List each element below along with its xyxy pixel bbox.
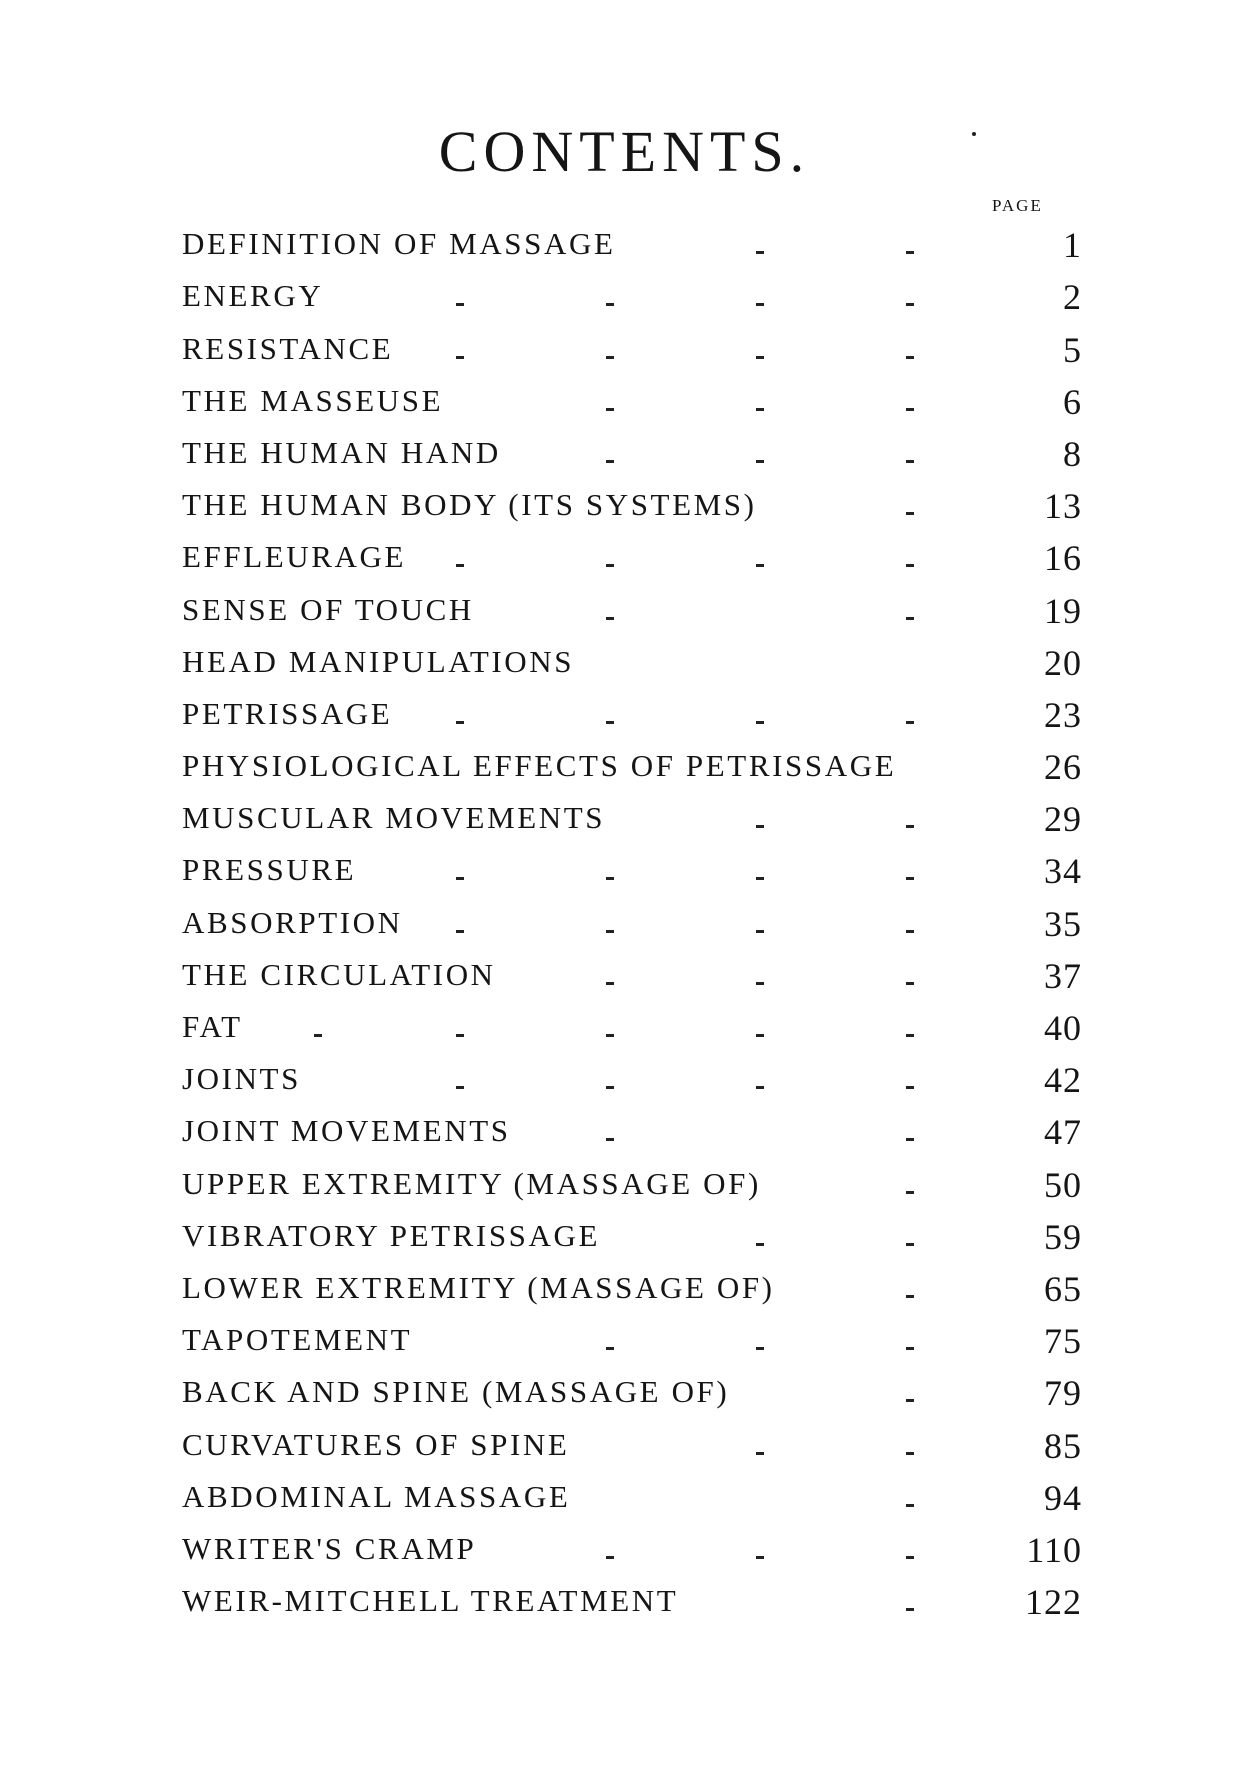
toc-entry-page-number: 19	[1044, 590, 1082, 631]
print-speck	[972, 132, 976, 136]
toc-entry-page-number: 29	[1044, 799, 1082, 840]
leader-dash	[606, 460, 614, 463]
toc-entry-page-number: 5	[1063, 329, 1082, 370]
toc-entry-title: RESISTANCE	[182, 330, 394, 366]
leader-dash	[456, 930, 464, 933]
leader-dash	[456, 303, 464, 306]
leader-dash	[906, 877, 914, 880]
leader-dash	[756, 303, 764, 306]
toc-entry-title: ENERGY	[182, 278, 324, 314]
leader-dash	[906, 825, 914, 828]
leader-dash	[756, 1556, 764, 1559]
toc-entry	[182, 533, 1082, 585]
toc-entry	[182, 794, 1082, 846]
toc-entry-page-number: 75	[1044, 1321, 1082, 1362]
leader-dash	[906, 982, 914, 985]
leader-dash	[606, 1556, 614, 1559]
leader-dash	[906, 1399, 914, 1402]
leader-dash	[906, 1138, 914, 1141]
toc-entry	[182, 272, 1082, 324]
leader-dash	[906, 408, 914, 411]
page-title: CONTENTS.	[438, 119, 811, 184]
toc-entry-title: WEIR-MITCHELL TREATMENT	[182, 1583, 679, 1619]
toc-entry	[182, 690, 1082, 742]
leader-dash	[606, 356, 614, 359]
leader-dash	[906, 617, 914, 620]
leader-dash	[606, 1347, 614, 1350]
toc-entry	[182, 1525, 1082, 1577]
leader-dash	[606, 1086, 614, 1089]
toc-entry	[182, 1577, 1082, 1629]
toc-entry-title: JOINT MOVEMENTS	[182, 1113, 511, 1149]
toc-entry-page-number: 94	[1044, 1477, 1082, 1518]
leader-dash	[456, 1086, 464, 1089]
toc-entry-page-number: 2	[1063, 277, 1082, 318]
toc-entry-title: JOINTS	[182, 1061, 301, 1097]
toc-entry-page-number: 59	[1044, 1216, 1082, 1257]
leader-dash	[756, 825, 764, 828]
toc-entry	[182, 846, 1082, 898]
toc-entry-title: WRITER'S CRAMP	[182, 1530, 477, 1566]
toc-entry-page-number: 20	[1044, 642, 1082, 683]
toc-entry-title: BACK AND SPINE (MASSAGE OF)	[182, 1374, 730, 1410]
leader-dash	[756, 982, 764, 985]
leader-dash	[756, 721, 764, 724]
toc-entry-page-number: 47	[1044, 1112, 1082, 1153]
toc-entry-title: UPPER EXTREMITY (MASSAGE OF)	[182, 1165, 761, 1201]
leader-dash	[756, 1452, 764, 1455]
leader-dash	[606, 408, 614, 411]
toc-entry-page-number: 26	[1044, 747, 1082, 788]
toc-entry	[182, 1212, 1082, 1264]
toc-entry	[182, 1316, 1082, 1368]
leader-dash	[756, 930, 764, 933]
leader-dash	[906, 1556, 914, 1559]
leader-dash	[906, 930, 914, 933]
toc-entry-title: THE MASSEUSE	[182, 382, 444, 418]
leader-dash	[906, 1086, 914, 1089]
toc-entry-page-number: 65	[1044, 1268, 1082, 1309]
toc-entry-page-number: 1	[1063, 225, 1082, 266]
leader-dash	[756, 251, 764, 254]
leader-dash	[906, 303, 914, 306]
leader-dash	[906, 356, 914, 359]
leader-dash	[906, 1347, 914, 1350]
leader-dash	[756, 460, 764, 463]
leader-dash	[756, 356, 764, 359]
leader-dash	[606, 1138, 614, 1141]
toc-entry-page-number: 16	[1044, 538, 1082, 579]
toc-entry	[182, 1473, 1082, 1525]
toc-entry-title: THE HUMAN BODY (ITS SYSTEMS)	[182, 487, 757, 523]
toc-entry-title: MUSCULAR MOVEMENTS	[182, 800, 606, 836]
leader-dash	[456, 877, 464, 880]
toc-entry	[182, 220, 1082, 272]
page-column-label: PAGE	[992, 196, 1043, 215]
toc-entry-title: SENSE OF TOUCH	[182, 591, 474, 627]
toc-entry-page-number: 8	[1063, 433, 1082, 474]
toc-entry	[182, 429, 1082, 481]
table-of-contents	[182, 220, 1082, 1629]
leader-dash	[606, 982, 614, 985]
leader-dash	[756, 877, 764, 880]
leader-dash	[906, 1191, 914, 1194]
toc-entry-page-number: 23	[1044, 694, 1082, 735]
leader-dash	[456, 356, 464, 359]
toc-entry-title: EFFLEURAGE	[182, 539, 407, 575]
toc-entry	[182, 377, 1082, 429]
leader-dash	[906, 1608, 914, 1611]
toc-entry-title: PETRISSAGE	[182, 695, 393, 731]
toc-entry	[182, 585, 1082, 637]
leader-dash	[456, 721, 464, 724]
toc-entry	[182, 324, 1082, 376]
toc-entry	[182, 1107, 1082, 1159]
toc-entry-page-number: 6	[1063, 381, 1082, 422]
leader-dash	[906, 512, 914, 515]
leader-dash	[906, 460, 914, 463]
toc-entry-page-number: 35	[1044, 903, 1082, 944]
leader-dash	[906, 1504, 914, 1507]
leader-dash	[906, 1295, 914, 1298]
toc-entry-title: HEAD MANIPULATIONS	[182, 643, 575, 679]
leader-dash	[606, 617, 614, 620]
leader-dash	[756, 1034, 764, 1037]
toc-entry-title: TAPOTEMENT	[182, 1322, 413, 1358]
leader-dash	[456, 1034, 464, 1037]
toc-entry	[182, 1420, 1082, 1472]
toc-entry	[182, 481, 1082, 533]
toc-entry-page-number: 37	[1044, 955, 1082, 996]
leader-dash	[906, 251, 914, 254]
toc-entry	[182, 638, 1082, 690]
leader-dash	[314, 1034, 322, 1037]
toc-entry-page-number: 122	[1025, 1582, 1082, 1623]
toc-entry-title: LOWER EXTREMITY (MASSAGE OF)	[182, 1269, 775, 1305]
toc-entry	[182, 1055, 1082, 1107]
toc-entry-title: DEFINITION OF MASSAGE	[182, 226, 616, 262]
leader-dash	[606, 930, 614, 933]
toc-entry-title: PRESSURE	[182, 852, 357, 888]
toc-entry	[182, 1003, 1082, 1055]
leader-dash	[606, 1034, 614, 1037]
toc-entry-title: CURVATURES OF SPINE	[182, 1426, 570, 1462]
leader-dash	[906, 1243, 914, 1246]
toc-entry	[182, 898, 1082, 950]
toc-entry-title: VIBRATORY PETRISSAGE	[182, 1217, 601, 1253]
toc-entry-title: THE CIRCULATION	[182, 956, 496, 992]
toc-entry-title: FAT	[182, 1009, 243, 1044]
leader-dash	[756, 564, 764, 567]
toc-entry	[182, 742, 1082, 794]
toc-entry	[182, 1159, 1082, 1211]
toc-entry-page-number: 34	[1044, 851, 1082, 892]
leader-dash	[606, 877, 614, 880]
toc-entry	[182, 1264, 1082, 1316]
toc-entry-page-number: 13	[1044, 486, 1082, 527]
toc-entry-page-number: 110	[1026, 1529, 1082, 1570]
toc-entry-title: ABSORPTION	[182, 904, 403, 940]
toc-entry-page-number: 85	[1044, 1425, 1082, 1466]
leader-dash	[906, 1034, 914, 1037]
toc-entry	[182, 1368, 1082, 1420]
leader-dash	[606, 721, 614, 724]
toc-entry-page-number: 40	[1044, 1008, 1082, 1048]
leader-dash	[906, 721, 914, 724]
leader-dash	[756, 1086, 764, 1089]
leader-dash	[756, 1347, 764, 1350]
toc-entry-page-number: 42	[1044, 1060, 1082, 1101]
leader-dash	[606, 303, 614, 306]
leader-dash	[906, 1452, 914, 1455]
leader-dash	[606, 564, 614, 567]
leader-dash	[756, 408, 764, 411]
leader-dash	[906, 564, 914, 567]
leader-dash	[756, 1243, 764, 1246]
toc-entry-title: ABDOMINAL MASSAGE	[182, 1478, 571, 1514]
toc-entry-page-number: 79	[1044, 1373, 1082, 1414]
toc-entry-title: THE HUMAN HAND	[182, 434, 501, 470]
toc-entry-page-number: 50	[1044, 1164, 1082, 1205]
toc-entry-title: PHYSIOLOGICAL EFFECTS OF PETRISSAGE	[182, 748, 897, 784]
leader-dash	[456, 564, 464, 567]
toc-entry	[182, 951, 1082, 1003]
